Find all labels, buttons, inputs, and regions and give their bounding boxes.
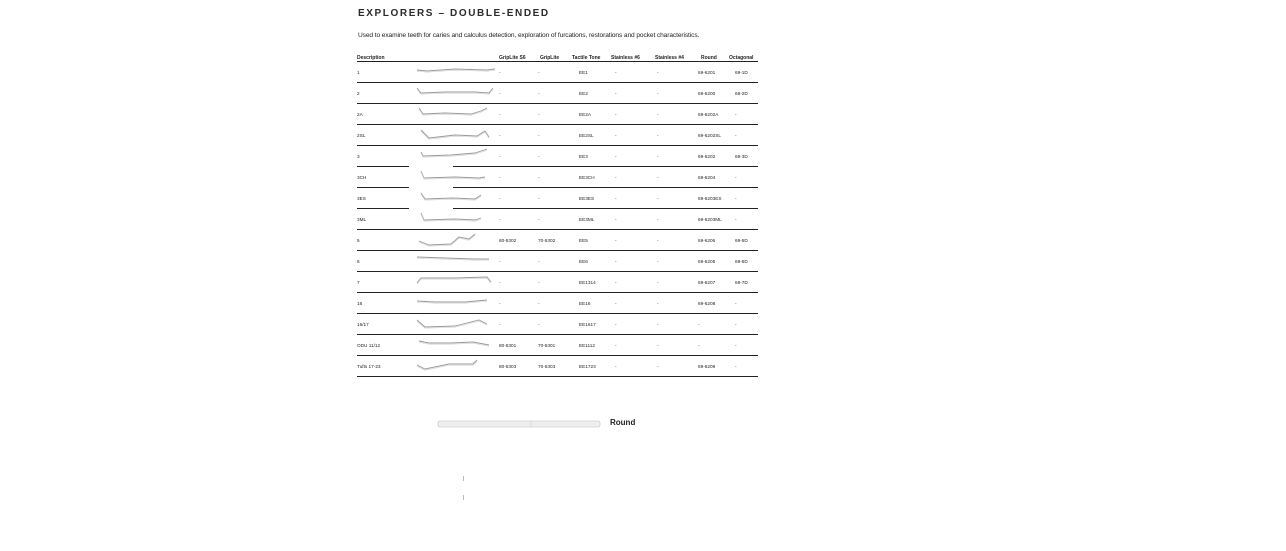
cell-stainless-6: - [615, 154, 617, 159]
cell-griplite: - [538, 91, 540, 96]
cell-stainless-4: - [657, 217, 659, 222]
cell-octagonal: - [735, 322, 737, 327]
cell-stainless-4: - [657, 364, 659, 369]
table-row [357, 251, 758, 272]
cell-stainless-6: - [615, 112, 617, 117]
instrument-image [415, 273, 497, 291]
instrument-image [415, 189, 497, 207]
cell-octagonal: - [735, 196, 737, 201]
cell-octagonal: - [735, 112, 737, 117]
cell-griplite: - [538, 280, 540, 285]
cell-stainless-4: - [657, 154, 659, 159]
cell-griplite: - [538, 133, 540, 138]
cell-griplite-s6: 80-5301 [499, 343, 517, 348]
cell-description: 2SL [357, 133, 366, 138]
cell-stainless-4: - [657, 70, 659, 75]
cell-round: - [698, 322, 700, 327]
cell-stainless-6: - [615, 70, 617, 75]
cell-griplite-s6: - [499, 217, 501, 222]
cell-tactile-tone: EE2 [579, 91, 588, 96]
table-row [357, 272, 758, 293]
instrument-image [415, 63, 497, 81]
cell-stainless-4: - [657, 112, 659, 117]
instrument-image [415, 126, 497, 144]
table-row [357, 293, 758, 314]
cell-round: 69-6203ES [698, 196, 722, 201]
cell-round: 69-6202A [698, 112, 719, 117]
instrument-image [415, 294, 497, 312]
intro-text: Used to examine teeth for caries and calculus detection, exploration of furcations, restorations and pocket characteristics. [358, 32, 700, 39]
cell-griplite: - [538, 154, 540, 159]
cell-description: 16 [357, 301, 363, 306]
cell-round: 69-6208 [698, 301, 716, 306]
cell-tactile-tone: EE1617 [579, 322, 596, 327]
table-row [357, 83, 758, 104]
cell-tactile-tone: EE3ES [579, 196, 595, 201]
cell-round: - [698, 343, 700, 348]
cell-griplite: - [538, 175, 540, 180]
cell-round: 69-6206 [698, 238, 716, 243]
cell-description: Tufts 17-23 [357, 364, 381, 369]
cell-octagonal: 69-2D [735, 91, 748, 96]
decorative-tick [463, 476, 464, 481]
cell-tactile-tone: EE1314 [579, 280, 596, 285]
cell-griplite-s6: - [499, 70, 501, 75]
cell-stainless-4: - [657, 91, 659, 96]
round-handle-instrument-image [437, 418, 602, 430]
cell-griplite: 70-5303 [538, 364, 556, 369]
cell-stainless-6: - [615, 238, 617, 243]
cell-griplite-s6: - [499, 322, 501, 327]
cell-tactile-tone: EE1723 [579, 364, 596, 369]
instrument-image [415, 315, 497, 333]
cell-round: 69-6203ML [698, 217, 722, 222]
instrument-image [415, 357, 497, 375]
table-row [357, 125, 758, 146]
cell-tactile-tone: EE16 [579, 301, 591, 306]
cell-octagonal: - [735, 343, 737, 348]
cell-griplite-s6: 80-5303 [499, 364, 517, 369]
instrument-image [415, 168, 497, 186]
cell-stainless-6: - [615, 280, 617, 285]
decorative-tick [463, 495, 464, 500]
cell-griplite: - [538, 217, 540, 222]
cell-stainless-4: - [657, 238, 659, 243]
cell-round: 69-6207 [698, 280, 716, 285]
instrument-image [415, 84, 497, 102]
table-row [357, 230, 758, 251]
cell-tactile-tone: EE3ML [579, 217, 595, 222]
cell-description: 3ML [357, 217, 367, 222]
cell-griplite: - [538, 196, 540, 201]
cell-stainless-6: - [615, 217, 617, 222]
cell-tactile-tone: EE1112 [579, 343, 595, 348]
cell-stainless-6: - [615, 301, 617, 306]
cell-tactile-tone: EE2SL [579, 133, 594, 138]
cell-description: 5 [357, 238, 360, 243]
cell-griplite: - [538, 112, 540, 117]
cell-description: 2 [357, 91, 360, 96]
instrument-image [415, 336, 497, 354]
header-griplite: GripLite [540, 55, 560, 61]
table-row [357, 188, 758, 209]
cell-octagonal: - [735, 301, 737, 306]
cell-stainless-6: - [615, 259, 617, 264]
table-header [357, 50, 758, 62]
instrument-image [415, 210, 497, 228]
cell-stainless-4: - [657, 133, 659, 138]
cell-description: 3CH [357, 175, 367, 180]
cell-description: 1 [357, 70, 360, 75]
cell-stainless-4: - [657, 175, 659, 180]
cell-description: 7 [357, 280, 360, 285]
cell-stainless-6: - [615, 343, 617, 348]
cell-octagonal: - [735, 364, 737, 369]
cell-griplite-s6: - [499, 259, 501, 264]
table-row [357, 62, 758, 83]
cell-stainless-4: - [657, 301, 659, 306]
cell-stainless-6: - [615, 364, 617, 369]
cell-griplite-s6: 80-5302 [499, 238, 517, 243]
cell-description: 3ES [357, 196, 366, 201]
instrument-image [415, 252, 497, 270]
round-handle-label: Round [610, 418, 636, 427]
cell-stainless-6: - [615, 322, 617, 327]
cell-octagonal: - [735, 217, 737, 222]
cell-stainless-6: - [615, 175, 617, 180]
header-stainless-4: Stainless #4 [655, 55, 684, 61]
cell-stainless-6: - [615, 196, 617, 201]
cell-griplite: 70-5301 [538, 343, 556, 348]
cell-round: 69-6202 [698, 154, 716, 159]
cell-griplite-s6: - [499, 280, 501, 285]
cell-griplite-s6: - [499, 175, 501, 180]
cell-stainless-4: - [657, 280, 659, 285]
cell-tactile-tone: EE3CH [579, 175, 595, 180]
table-row [357, 209, 758, 230]
cell-griplite-s6: - [499, 301, 501, 306]
cell-tactile-tone: EE6 [579, 259, 588, 264]
cell-octagonal: 69-1D [735, 70, 748, 75]
cell-octagonal: 69-7D [735, 280, 748, 285]
instrument-image [415, 231, 497, 249]
table-row [357, 104, 758, 125]
cell-round: 69-6209 [698, 364, 716, 369]
cell-round: 69-6201 [698, 70, 716, 75]
cell-round: 69-6204 [698, 175, 716, 180]
cell-tactile-tone: EE2A [579, 112, 591, 117]
cell-tactile-tone: EE3 [579, 154, 588, 159]
instrument-image [415, 147, 497, 165]
header-tactile-tone: Tactile Tone [572, 55, 601, 61]
cell-griplite: 70-5302 [538, 238, 556, 243]
cell-griplite-s6: - [499, 154, 501, 159]
cell-round: 69-6205 [698, 259, 716, 264]
cell-stainless-4: - [657, 259, 659, 264]
cell-octagonal: 69-5D [735, 238, 748, 243]
cell-description: ODU 11/12 [357, 343, 381, 348]
cell-description: 6 [357, 259, 360, 264]
table-row [357, 356, 758, 377]
row-rule [357, 376, 758, 377]
header-description: Description [357, 55, 385, 61]
cell-griplite: - [538, 259, 540, 264]
cell-stainless-4: - [657, 322, 659, 327]
header-octagonal: Octagonal [729, 55, 754, 61]
cell-stainless-6: - [615, 91, 617, 96]
cell-tactile-tone: EE5 [579, 238, 588, 243]
cell-stainless-4: - [657, 343, 659, 348]
cell-stainless-4: - [657, 196, 659, 201]
table-row [357, 146, 758, 167]
section-title: EXPLORERS – DOUBLE-ENDED [358, 8, 550, 19]
table-row [357, 314, 758, 335]
cell-round: 69-6202SL [698, 133, 721, 138]
cell-octagonal: - [735, 175, 737, 180]
cell-description: 2A [357, 112, 363, 117]
cell-griplite-s6: - [499, 91, 501, 96]
cell-griplite-s6: - [499, 196, 501, 201]
header-round: Round [701, 55, 717, 61]
cell-description: 3 [357, 154, 360, 159]
cell-octagonal: 69-3D [735, 154, 748, 159]
table-row [357, 335, 758, 356]
cell-description: 16/17 [357, 322, 369, 327]
cell-octagonal: - [735, 133, 737, 138]
cell-round: 69-6200 [698, 91, 716, 96]
table-row [357, 167, 758, 188]
header-griplite-s6: GripLite S6 [499, 55, 526, 61]
cell-tactile-tone: EE1 [579, 70, 588, 75]
cell-griplite: - [538, 301, 540, 306]
cell-stainless-6: - [615, 133, 617, 138]
instrument-image [415, 105, 497, 123]
cell-octagonal: 69-6D [735, 259, 748, 264]
cell-griplite: - [538, 70, 540, 75]
header-stainless-6: Stainless #6 [611, 55, 640, 61]
cell-griplite-s6: - [499, 133, 501, 138]
cell-griplite-s6: - [499, 112, 501, 117]
cell-griplite: - [538, 322, 540, 327]
